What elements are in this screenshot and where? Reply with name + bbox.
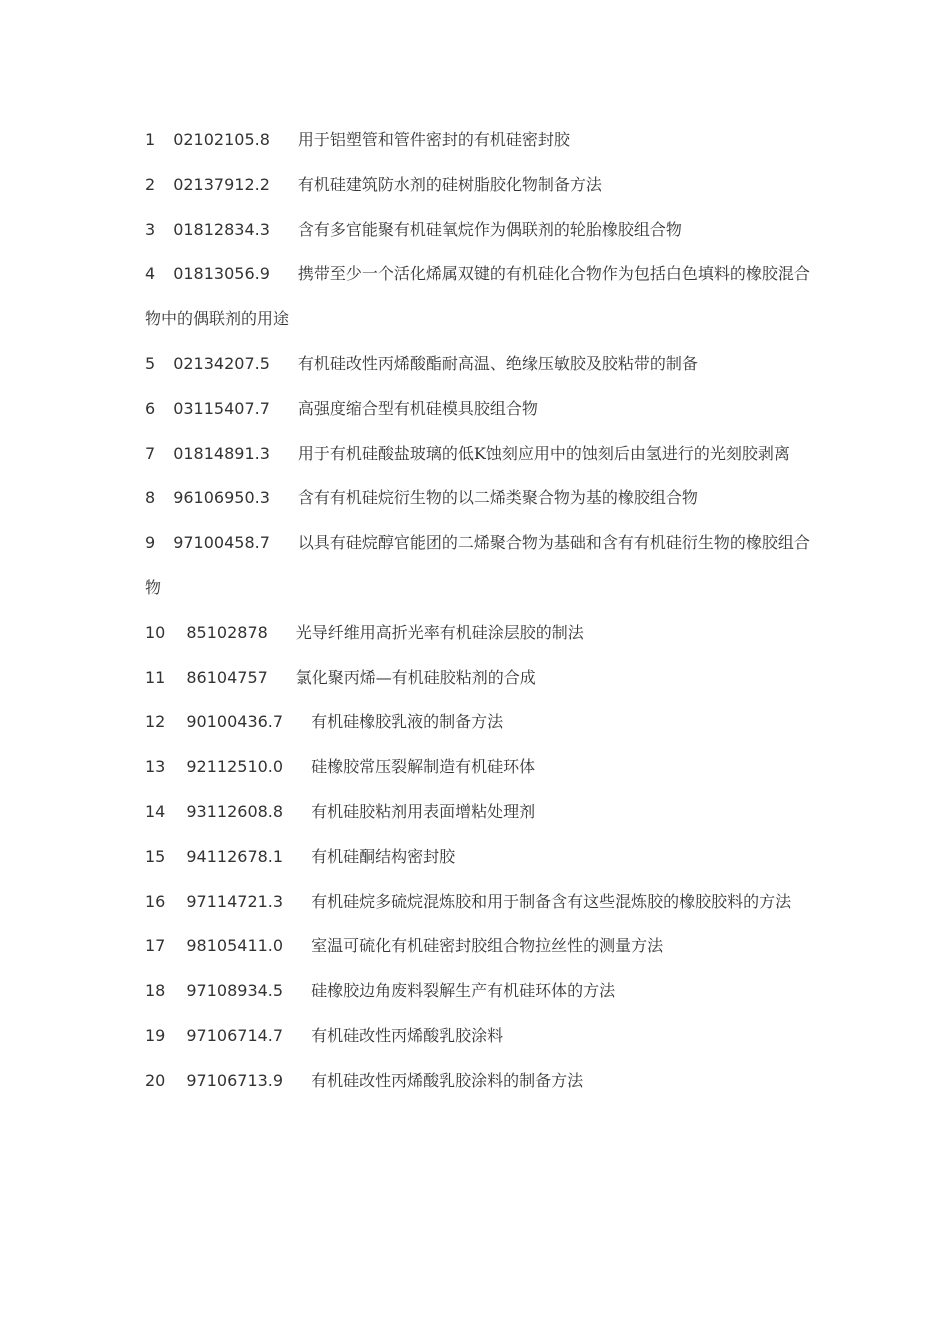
patent-number: 93112608.8 xyxy=(186,801,284,821)
list-item xyxy=(145,252,810,342)
list-item xyxy=(145,924,810,969)
entry-number: 4 xyxy=(145,264,156,284)
patent-title: 用于有机硅酸盐玻璃的低K蚀刻应用中的蚀刻后由氢进行的光刻胶剥离 xyxy=(297,443,790,463)
entry-number: 7 xyxy=(145,443,156,463)
patent-number: 98105411.0 xyxy=(186,936,284,956)
patent-number: 96106950.3 xyxy=(173,488,270,508)
list-item xyxy=(145,432,810,477)
list-item xyxy=(145,745,810,790)
list-item xyxy=(145,611,810,656)
entry-number: 19 xyxy=(145,1025,166,1045)
patent-number: 97108934.5 xyxy=(186,981,284,1001)
list-item xyxy=(145,1059,810,1104)
patent-title: 携带至少一个活化烯属双键的有机硅化合物作为包括白色填料的橡胶混合物中的偶联剂的用途 xyxy=(145,264,810,329)
entry-number: 15 xyxy=(145,846,166,866)
entry-number: 12 xyxy=(145,712,166,732)
patent-title: 有机硅烷多硫烷混炼胶和用于制备含有这些混炼胶的橡胶胶料的方法 xyxy=(311,891,792,911)
list-item xyxy=(145,342,810,387)
patent-number: 90100436.7 xyxy=(186,712,284,732)
patent-title: 含有多官能聚有机硅氧烷作为偶联剂的轮胎橡胶组合物 xyxy=(297,219,682,239)
patent-number: 94112678.1 xyxy=(186,846,284,866)
patent-title: 有机硅酮结构密封胶 xyxy=(311,846,456,866)
list-item xyxy=(145,208,810,253)
patent-title: 有机硅胶粘剂用表面增粘处理剂 xyxy=(311,801,536,821)
patent-number: 86104757 xyxy=(186,667,268,687)
patent-title: 氯化聚丙烯—有机硅胶粘剂的合成 xyxy=(295,667,536,687)
patent-number: 97106713.9 xyxy=(186,1070,284,1090)
list-item xyxy=(145,880,810,925)
patent-title: 有机硅改性丙烯酸乳胶涂料的制备方法 xyxy=(311,1070,584,1090)
patent-title: 室温可硫化有机硅密封胶组合物拉丝性的测量方法 xyxy=(311,936,664,956)
patent-number: 97106714.7 xyxy=(186,1025,284,1045)
list-item xyxy=(145,118,810,163)
entry-number: 8 xyxy=(145,488,156,508)
entry-number: 5 xyxy=(145,353,156,373)
list-item xyxy=(145,835,810,880)
patent-title: 硅橡胶常压裂解制造有机硅环体 xyxy=(311,757,536,777)
patent-title: 有机硅建筑防水剂的硅树脂胶化物制备方法 xyxy=(297,174,602,194)
patent-number: 01812834.3 xyxy=(173,219,270,239)
patent-number: 97114721.3 xyxy=(186,891,284,911)
entry-number: 13 xyxy=(145,757,166,777)
list-item xyxy=(145,790,810,835)
entry-number: 18 xyxy=(145,981,166,1001)
entry-number: 6 xyxy=(145,398,156,418)
patent-title: 硅橡胶边角废料裂解生产有机硅环体的方法 xyxy=(311,981,616,1001)
patent-number: 02102105.8 xyxy=(173,130,270,149)
list-item xyxy=(145,163,810,208)
list-item xyxy=(145,521,810,611)
patent-list xyxy=(145,118,810,1104)
entry-number: 9 xyxy=(145,533,156,553)
entry-number: 3 xyxy=(145,219,156,239)
list-item xyxy=(145,700,810,745)
entry-number: 2 xyxy=(145,174,156,194)
patent-number: 02137912.2 xyxy=(173,174,270,194)
patent-number: 97100458.7 xyxy=(173,533,270,553)
patent-title: 用于铝塑管和管件密封的有机硅密封胶 xyxy=(297,130,570,149)
patent-number: 02134207.5 xyxy=(173,353,270,373)
patent-title: 有机硅橡胶乳液的制备方法 xyxy=(311,712,504,732)
list-item xyxy=(145,1014,810,1059)
patent-number: 03115407.7 xyxy=(173,398,270,418)
entry-number: 1 xyxy=(145,130,156,149)
patent-title: 高强度缩合型有机硅模具胶组合物 xyxy=(297,398,538,418)
entry-number: 11 xyxy=(145,667,166,687)
patent-title: 含有有机硅烷衍生物的以二烯类聚合物为基的橡胶组合物 xyxy=(297,488,698,508)
list-item xyxy=(145,387,810,432)
patent-number: 85102878 xyxy=(186,622,268,642)
patent-number: 92112510.0 xyxy=(186,757,284,777)
entry-number: 16 xyxy=(145,891,166,911)
patent-number: 01814891.3 xyxy=(173,443,270,463)
entry-number: 14 xyxy=(145,801,166,821)
patent-title: 以具有硅烷醇官能团的二烯聚合物为基础和含有有机硅衍生物的橡胶组合物 xyxy=(145,533,810,597)
patent-title: 有机硅改性丙烯酸酯耐高温、绝缘压敏胶及胶粘带的制备 xyxy=(297,353,698,373)
patent-number: 01813056.9 xyxy=(173,264,270,284)
list-item xyxy=(145,476,810,521)
patent-title: 光导纤维用高折光率有机硅涂层胶的制法 xyxy=(295,622,584,642)
patent-title: 有机硅改性丙烯酸乳胶涂料 xyxy=(311,1025,504,1045)
list-item xyxy=(145,656,810,701)
list-item xyxy=(145,969,810,1014)
entry-number: 20 xyxy=(145,1070,166,1090)
entry-number: 17 xyxy=(145,936,166,956)
entry-number: 10 xyxy=(145,622,166,642)
